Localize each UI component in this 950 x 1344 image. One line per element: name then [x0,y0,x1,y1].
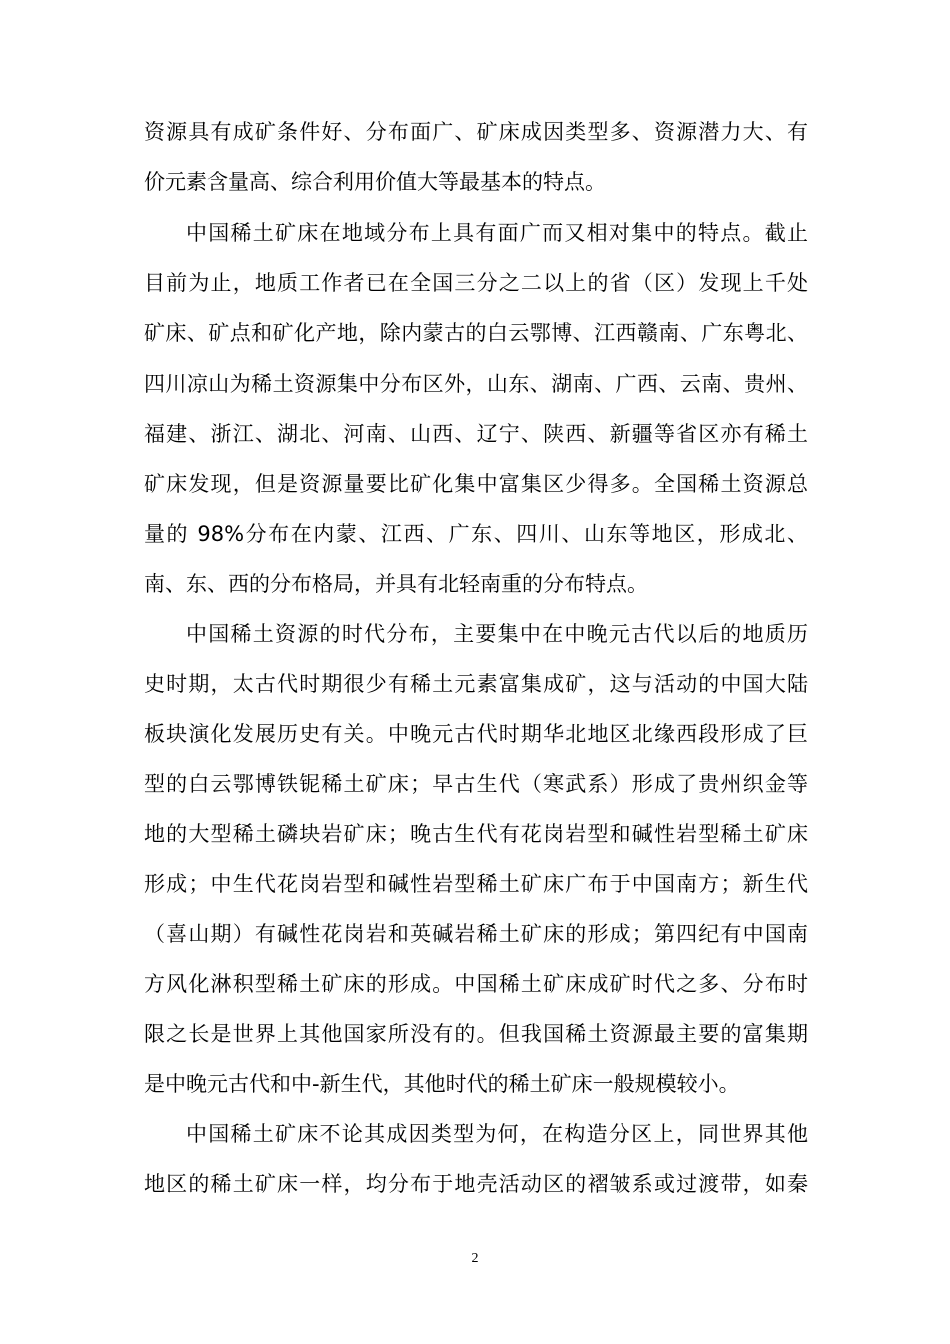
paragraph-3-line-2: 史时期，太古代时期很少有稀土元素富集成矿，这与活动的中国大陆 [144,672,808,696]
paragraph-2-line-2: 目前为止，地质工作者已在全国三分之二以上的省（区）发现上千处 [144,271,808,295]
paragraph-3-line-7: （喜山期）有碱性花岗岩和英碱岩稀土矿床的形成；第四纪有中国南 [144,922,808,946]
paragraph-3-line-10: 是中晚元古代和中-新生代，其他时代的稀土矿床一般规模较小。 [144,1072,740,1096]
paragraph-2-line-5: 福建、浙江、湖北、河南、山西、辽宁、陕西、新疆等省区亦有稀土 [144,422,808,446]
paragraph-2-line-4: 四川凉山为稀土资源集中分布区外，山东、湖南、广西、云南、贵州、 [144,372,808,396]
paragraph-3-line-9: 限之长是世界上其他国家所没有的。但我国稀土资源最主要的富集期 [144,1022,808,1046]
paragraph-1-line-1: 资源具有成矿条件好、分布面广、矿床成因类型多、资源潜力大、有 [144,120,808,144]
paragraph-2-line-1: 中国稀土矿床在地域分布上具有面广而又相对集中的特点。截止 [186,221,808,245]
page-number: 2 [471,1251,479,1266]
paragraph-2-line-7: 量的 98%分布在内蒙、江西、广东、四川、山东等地区，形成北、 [144,522,808,546]
paragraph-2-line-3: 矿床、矿点和矿化产地，除内蒙古的白云鄂博、江西赣南、广东粤北、 [144,321,808,345]
paragraph-1-line-2: 价元素含量高、综合利用价值大等最基本的特点。 [144,170,606,194]
paragraph-3-line-1: 中国稀土资源的时代分布，主要集中在中晚元古代以后的地质历 [186,622,808,646]
paragraph-3-line-8: 方风化淋积型稀土矿床的形成。中国稀土矿床成矿时代之多、分布时 [144,972,808,996]
paragraph-3-line-6: 形成；中生代花岗岩型和碱性岩型稀土矿床广布于中国南方；新生代 [144,872,808,896]
paragraph-4-line-2: 地区的稀土矿床一样，均分布于地壳活动区的褶皱系或过渡带，如秦 [144,1172,808,1196]
paragraph-4-line-1: 中国稀土矿床不论其成因类型为何，在构造分区上，同世界其他 [186,1122,808,1146]
paragraph-2-line-8: 南、东、西的分布格局，并具有北轻南重的分布特点。 [144,572,648,596]
paragraph-3-line-5: 地的大型稀土磷块岩矿床；晚古生代有花岗岩型和碱性岩型稀土矿床 [144,822,808,846]
paragraph-3-line-3: 板块演化发展历史有关。中晚元古代时期华北地区北缘西段形成了巨 [144,722,808,746]
paragraph-2-line-6: 矿床发现，但是资源量要比矿化集中富集区少得多。全国稀土资源总 [144,472,808,496]
paragraph-3-line-4: 型的白云鄂博铁铌稀土矿床；早古生代（寒武系）形成了贵州织金等 [144,772,808,796]
